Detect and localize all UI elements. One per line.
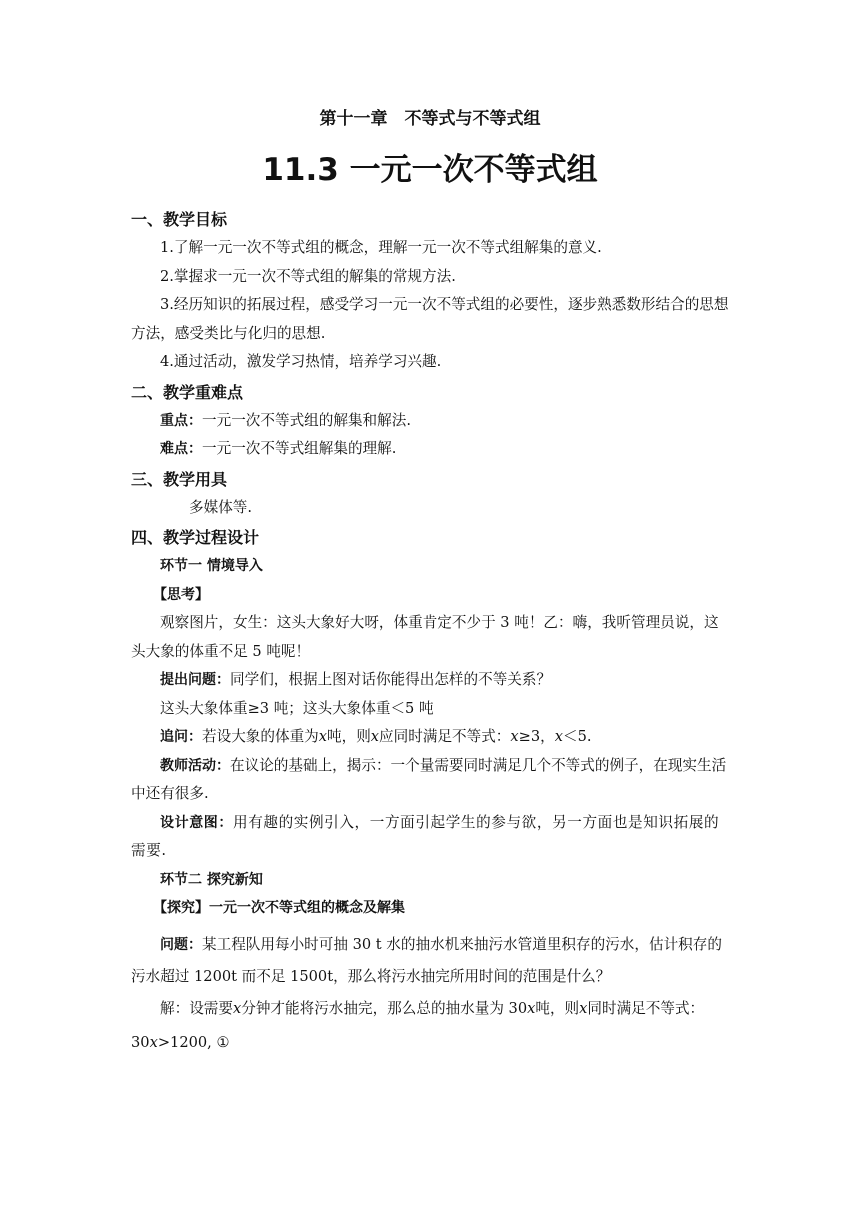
followup-text: 应同时满足不等式：: [379, 728, 511, 745]
teacher-label: 教师活动：: [160, 757, 230, 774]
difficulty-paragraph: [131, 435, 731, 464]
chapter-heading: 第十一章 不等式与不等式组: [319, 109, 541, 129]
followup-text: ≥3，: [518, 728, 555, 745]
variable-x: x: [527, 999, 536, 1017]
explore-label: 【探究】一元一次不等式组的概念及解集: [153, 900, 405, 916]
objective-item: 1.了解一元一次不等式组的概念，理解一元一次不等式组解集的意义.: [160, 239, 602, 256]
objective-item: 2.掌握求一元一次不等式组的解集的常规方法.: [160, 267, 456, 285]
relation-paragraph: 这头大象体重≥3 吨；这头大象体重＜5 吨: [160, 699, 434, 717]
objective-item: 4.通过活动，激发学习热情，培养学习兴趣.: [160, 353, 442, 370]
section-process-heading: 四、教学过程设计: [131, 528, 260, 547]
lesson-title: 11.3 一元一次不等式组: [262, 152, 598, 188]
solution-text: 分钟才能将污水抽完，那么总的抽水量为 30: [241, 999, 528, 1017]
followup-text: 吨，则: [327, 728, 371, 745]
problem-text: 某工程队用每小时可抽 30 t 水的抽水机来抽污水管道里积存的污水，估计积存的污水超过 1200t 而不足 1500t，那么将污水抽完所用时间的范围是什么？: [131, 935, 722, 985]
step1-title: 环节一 情境导入: [160, 558, 263, 574]
followup-text: 若设大象的体重为: [202, 728, 319, 745]
solution-paragraph: [131, 992, 731, 1026]
focus-paragraph: [131, 407, 731, 436]
solution-text: 同时满足不等式：: [587, 999, 705, 1017]
objective-item: 3.经历知识的拓展过程，感受学习一元一次不等式组的必要性，逐步熟悉数形结合的思想方法，感受类比与化归的思想.: [131, 296, 729, 342]
difficulty-text: 一元一次不等式组解集的理解.: [202, 440, 397, 457]
focus-text: 一元一次不等式组的解集和解法.: [202, 411, 411, 429]
document-body: [131, 204, 731, 1060]
step2-title: 环节二 探究新知: [160, 871, 263, 888]
inequality-text: >1200, ①: [157, 1033, 230, 1051]
variable-x: x: [232, 999, 242, 1017]
design-text: 用有趣的实例引入，一方面引起学生的参与欲，另一方面也是知识拓展的需要.: [131, 813, 720, 859]
problem-paragraph: [131, 929, 731, 992]
observe-paragraph: 观察图片，女生：这头大象好大呀，体重肯定不少于 3 吨！乙：嗨，我听管理员说，这头大象的体重不足 5 吨呢！: [131, 614, 719, 660]
variable-x: x: [318, 728, 327, 745]
variable-x: x: [149, 1033, 158, 1051]
inequality-text: 30: [131, 1033, 150, 1051]
question-text: 同学们，根据上图对话你能得出怎样的不等关系？: [230, 671, 552, 688]
solution-text: 解：设需要: [160, 999, 233, 1017]
inequality-1: [131, 1026, 731, 1060]
section-objectives-heading: 一、教学目标: [131, 210, 228, 229]
problem-label: 问题：: [160, 936, 202, 953]
tools-text: 多媒体等.: [189, 498, 253, 516]
design-paragraph: [131, 809, 731, 866]
question-paragraph: [131, 666, 731, 695]
followup-text: ＜5.: [562, 728, 592, 745]
variable-x: x: [370, 728, 380, 745]
think-label: 【思考】: [153, 586, 209, 603]
design-label: 设计意图：: [160, 814, 233, 831]
question-label: 提出问题：: [160, 672, 230, 688]
variable-x: x: [579, 999, 588, 1017]
difficulty-label: 难点：: [160, 441, 202, 457]
section-key-points-heading: 二、教学重难点: [131, 382, 244, 402]
variable-x: x: [510, 728, 519, 745]
followup-label: 追问：: [160, 729, 202, 745]
followup-paragraph: [131, 723, 731, 752]
focus-label: 重点：: [160, 412, 202, 429]
section-tools-heading: 三、教学用具: [131, 469, 228, 489]
teacher-text: 在议论的基础上，揭示：一个量需要同时满足几个不等式的例子，在现实生活中还有很多.: [131, 756, 727, 802]
variable-x: x: [554, 728, 563, 745]
teacher-paragraph: [131, 752, 731, 809]
solution-text: 吨，则: [535, 999, 580, 1017]
